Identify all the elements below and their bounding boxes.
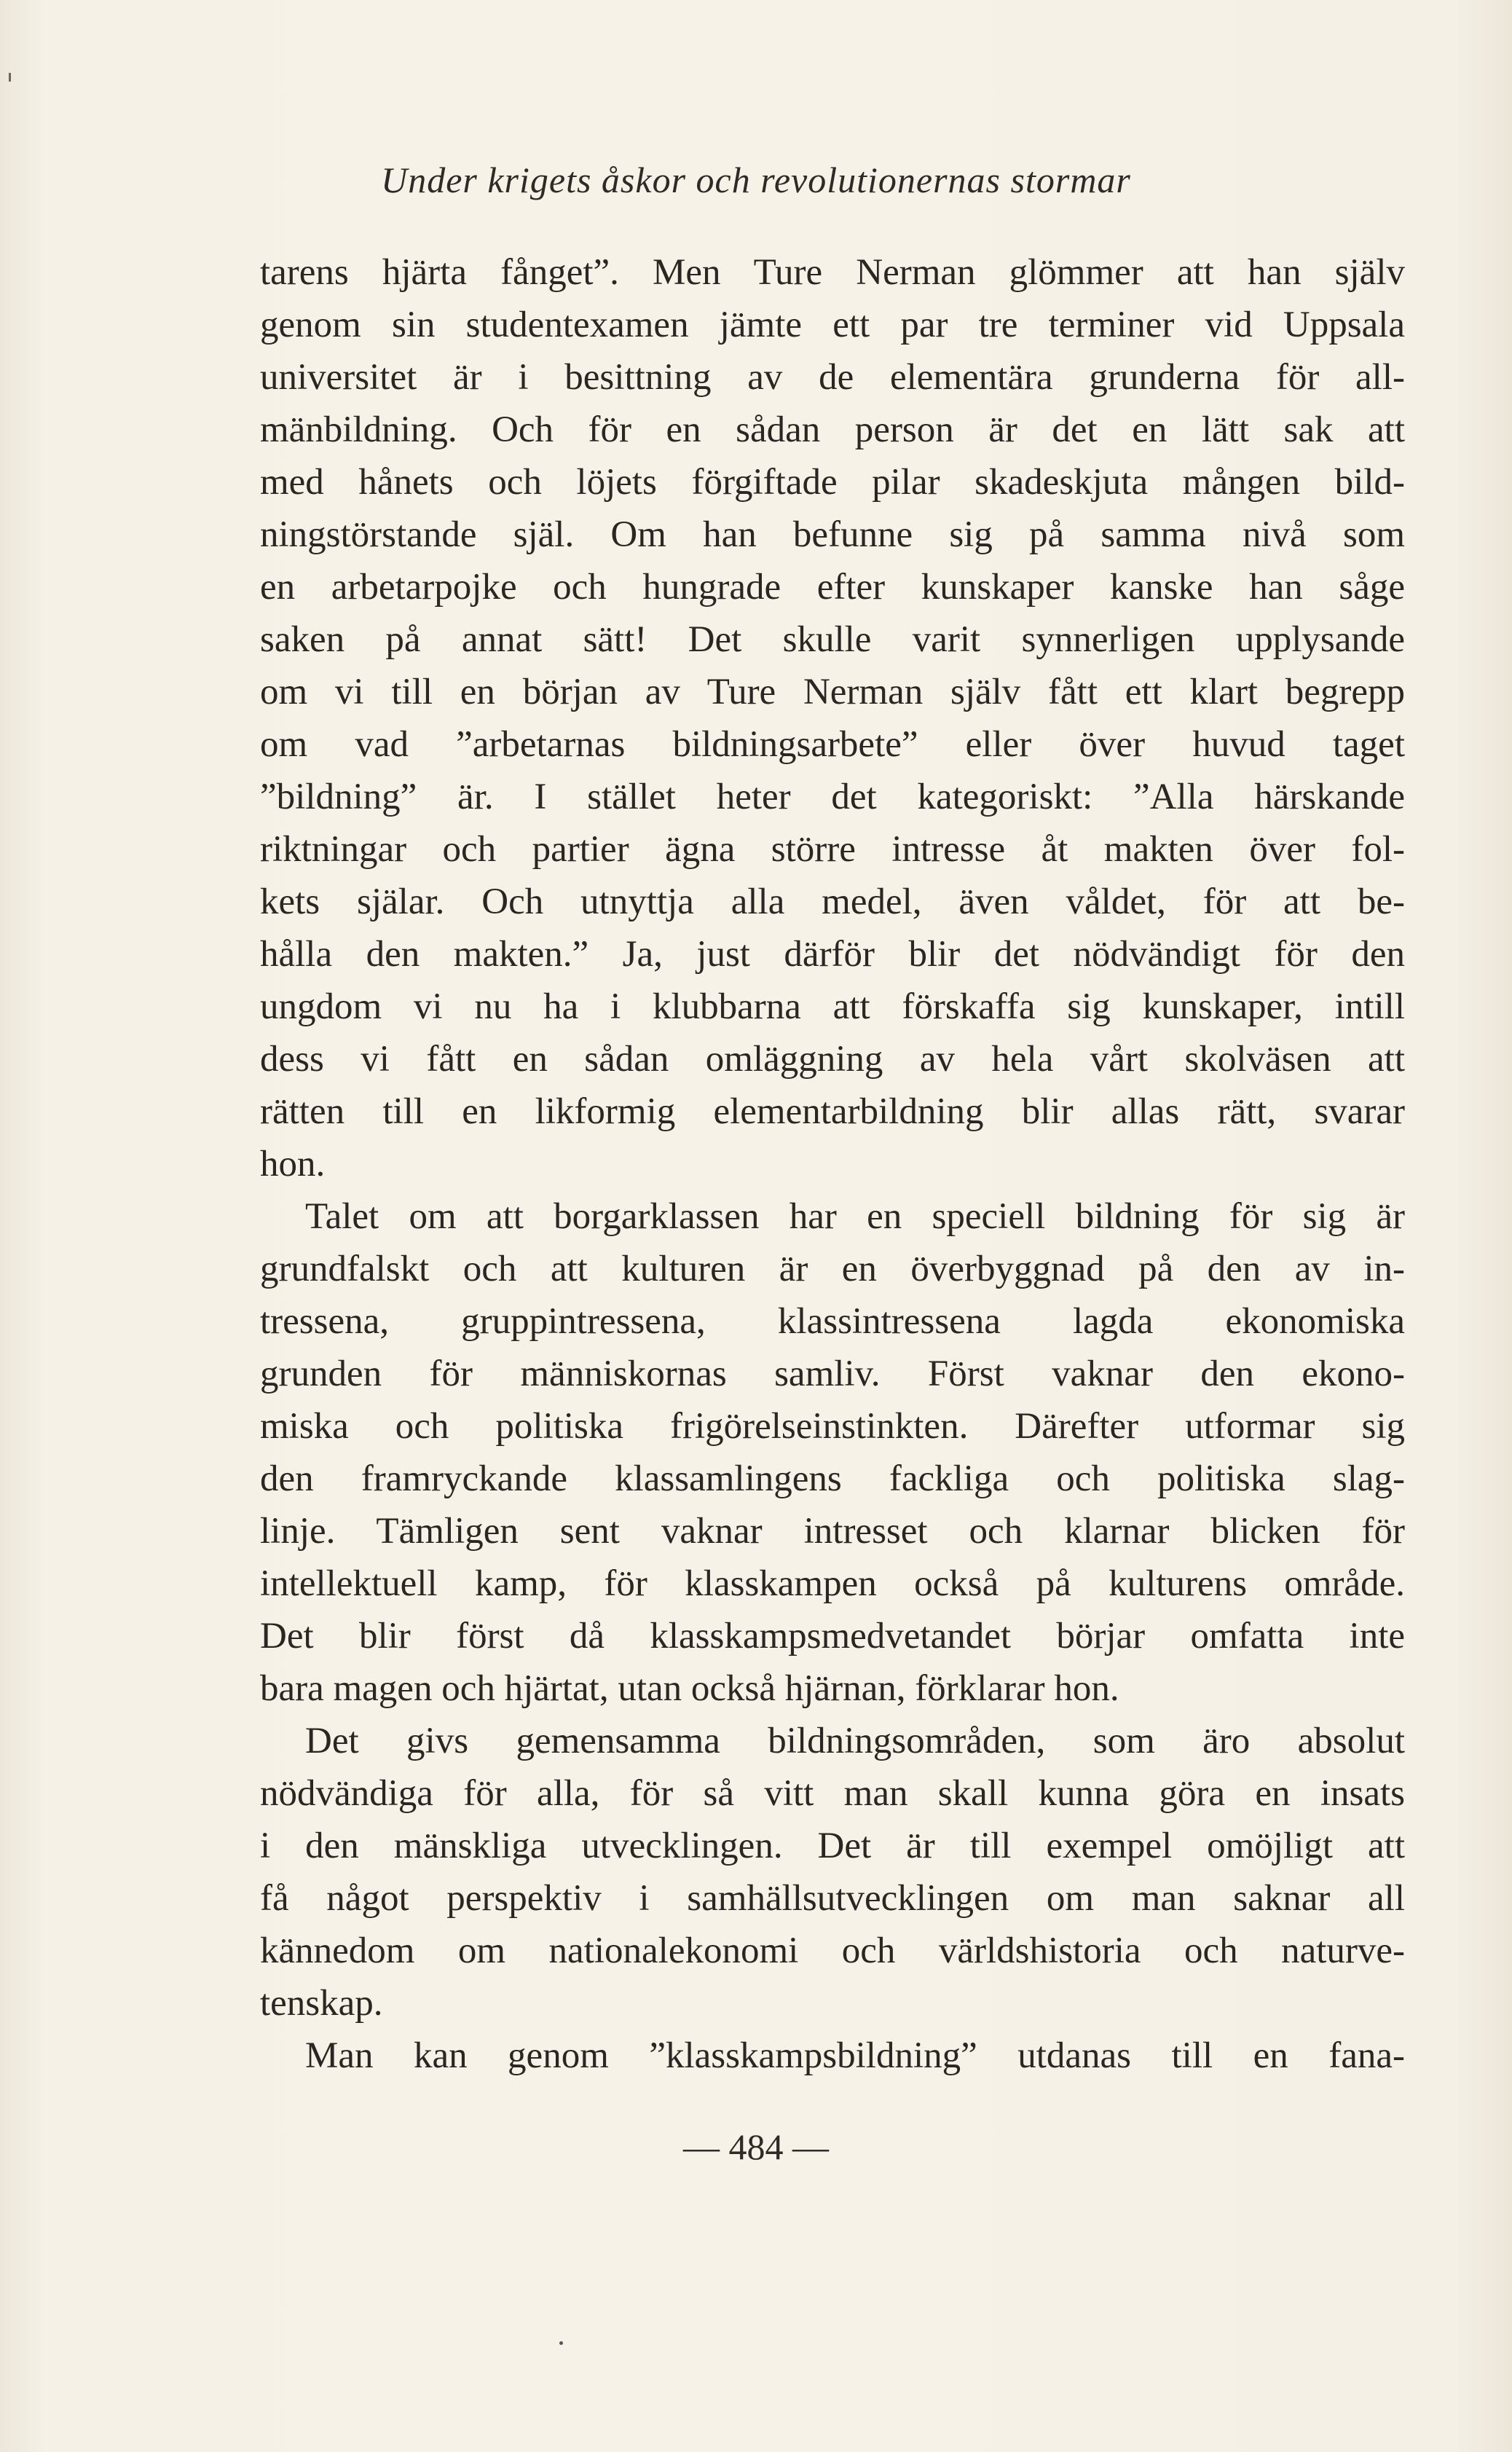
text-line: med hånets och löjets förgiftade pilar skadeskjuta mången bild- <box>260 462 1405 503</box>
text-line: grundfalskt och att kulturen är en överbyggnad på den av in- <box>260 1249 1405 1289</box>
text-line: i den mänskliga utvecklingen. Det är till exempel omöjligt att <box>260 1826 1405 1866</box>
text-line: grunden för människornas samliv. Först vaknar den ekono- <box>260 1353 1405 1394</box>
text-line: universitet är i besittning av de elementära grunderna för all- <box>260 357 1405 398</box>
text-line: mänbildning. Och för en sådan person är det en lätt sak att <box>260 409 1405 450</box>
text-line: rätten till en likformig elementarbildning blir allas rätt, svarar <box>260 1091 1405 1132</box>
text-line: kännedom om nationalekonomi och världshistoria och naturve- <box>260 1930 1405 1971</box>
text-line: om vi till en början av Ture Nerman själv fått ett klart begrepp <box>260 672 1405 712</box>
running-head: Under krigets åskor och revolutionernas stormar <box>381 160 1131 200</box>
text-line: tenskap. <box>260 1983 383 2024</box>
body-text <box>260 246 1405 2082</box>
text-line: riktningar och partier ägna större intresse åt makten över fol- <box>260 829 1405 870</box>
text-line: den framryckande klassamlingens fackliga och politiska slag- <box>260 1458 1405 1499</box>
text-line: Det givs gemensamma bildningsområden, som äro absolut <box>305 1721 1405 1761</box>
text-line: ningstörstande själ. Om han befunne sig på samma nivå som <box>260 514 1405 555</box>
text-line: saken på annat sätt! Det skulle varit synnerligen upplysande <box>260 619 1405 660</box>
text-line: bara magen och hjärtat, utan också hjärnan, förklarar hon. <box>260 1668 1119 1709</box>
text-line: dess vi fått en sådan omläggning av hela vårt skolväsen att <box>260 1039 1405 1080</box>
text-line: kets själar. Och utnyttja alla medel, även våldet, för att be- <box>260 881 1405 922</box>
text-line: Det blir först då klasskampsmedvetandet börjar omfatta inte <box>260 1616 1405 1657</box>
text-line: Talet om att borgarklassen har en speciell bildning för sig är <box>305 1196 1405 1237</box>
text-line: intellektuell kamp, för klasskampen också på kulturens område. <box>260 1563 1405 1604</box>
text-line: hålla den makten.” Ja, just därför blir det nödvändigt för den <box>260 934 1405 975</box>
text-line: ungdom vi nu ha i klubbarna att förskaffa sig kunskaper, intill <box>260 986 1405 1027</box>
text-line: tarens hjärta fånget”. Men Ture Nerman glömmer att han själv <box>260 252 1405 293</box>
text-line: ”bildning” är. I stället heter det kategoriskt: ”Alla härskande <box>260 777 1405 817</box>
text-line: Man kan genom ”klasskampsbildning” utdanas till en fana- <box>305 2035 1405 2076</box>
text-line: linje. Tämligen sent vaknar intresset och klarnar blicken för <box>260 1511 1405 1552</box>
text-line: få något perspektiv i samhällsutvecklingen om man saknar all <box>260 1878 1405 1919</box>
ink-speck <box>559 2341 563 2345</box>
text-line: hon. <box>260 1144 326 1184</box>
text-line: en arbetarpojke och hungrade efter kunskaper kanske han såge <box>260 567 1405 608</box>
text-line: tressena, gruppintressena, klassintressena lagda ekonomiska <box>260 1301 1405 1342</box>
text-line: nödvändiga för alla, för så vitt man skall kunna göra en insats <box>260 1773 1405 1814</box>
page-number: — 484 — <box>683 2126 829 2167</box>
text-line: miska och politiska frigörelseinstinkten. Därefter utformar sig <box>260 1406 1405 1447</box>
text-line: genom sin studentexamen jämte ett par tre terminer vid Uppsala <box>260 304 1405 345</box>
scan-edge-mark <box>9 73 11 82</box>
text-line: om vad ”arbetarnas bildningsarbete” eller över huvud taget <box>260 724 1405 765</box>
